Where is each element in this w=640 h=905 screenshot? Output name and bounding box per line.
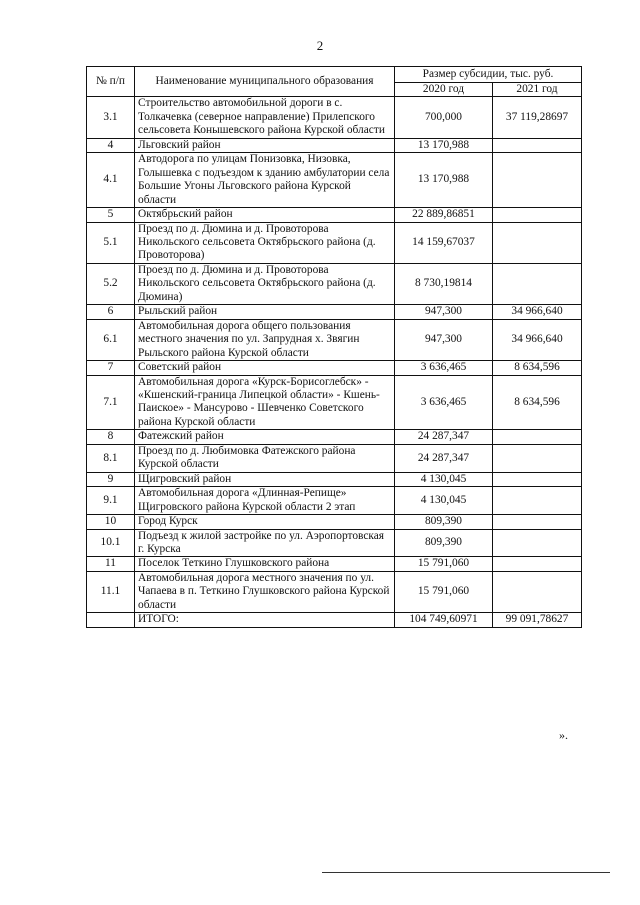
table-row — [87, 222, 582, 263]
row-name: Поселок Теткино Глушковского района — [135, 557, 395, 571]
footer-line — [322, 872, 610, 873]
row-value-2020: 13 170,988 — [395, 153, 493, 208]
row-value-2021 — [493, 487, 582, 515]
row-value-2020: 15 791,060 — [395, 557, 493, 571]
header-subsidy: Размер субсидии, тыс. руб. — [395, 67, 582, 83]
table-row — [87, 375, 582, 430]
row-number: 5.1 — [87, 222, 135, 263]
total-value-2020: 104 749,60971 — [395, 613, 493, 627]
row-value-2021 — [493, 557, 582, 571]
row-value-2020: 700,000 — [395, 97, 493, 138]
row-value-2021 — [493, 263, 582, 304]
row-value-2021 — [493, 208, 582, 222]
row-value-2020: 3 636,465 — [395, 361, 493, 375]
table-row — [87, 319, 582, 360]
header-name: Наименование муниципального образования — [135, 67, 395, 97]
table-row — [87, 571, 582, 612]
subsidy-table — [86, 66, 582, 628]
row-number: 6.1 — [87, 319, 135, 360]
table-row — [87, 430, 582, 444]
row-number: 4.1 — [87, 153, 135, 208]
row-name: Льговский район — [135, 138, 395, 152]
table-header — [87, 67, 582, 97]
table-row — [87, 515, 582, 529]
table-row — [87, 138, 582, 152]
row-number: 10.1 — [87, 529, 135, 557]
row-name: Автомобильная дорога общего пользования местного значения по ул. Запрудная х. Звягин Рыльского района Курской области — [135, 319, 395, 360]
row-value-2021: 34 966,640 — [493, 305, 582, 319]
row-name: Автомобильная дорога местного значения по ул. Чапаева в п. Теткино Глушковского района Курской области — [135, 571, 395, 612]
table-row — [87, 153, 582, 208]
total-num-cell — [87, 613, 135, 627]
total-label: ИТОГО: — [135, 613, 395, 627]
table-row — [87, 208, 582, 222]
total-value-2021: 99 091,78627 — [493, 613, 582, 627]
row-number: 11.1 — [87, 571, 135, 612]
row-value-2021 — [493, 444, 582, 472]
table-row — [87, 444, 582, 472]
table-row — [87, 472, 582, 486]
row-value-2021 — [493, 515, 582, 529]
row-value-2021: 37 119,28697 — [493, 97, 582, 138]
row-value-2021 — [493, 430, 582, 444]
end-mark: ». — [559, 728, 568, 742]
row-value-2020: 13 170,988 — [395, 138, 493, 152]
row-value-2020: 3 636,465 — [395, 375, 493, 430]
row-name: Октябрьский район — [135, 208, 395, 222]
table-row — [87, 529, 582, 557]
row-value-2021 — [493, 571, 582, 612]
row-name: Проезд по д. Любимовка Фатежского района Курской области — [135, 444, 395, 472]
row-name: Проезд по д. Дюмина и д. Провоторова Никольского сельсовета Октябрьского района (д. Провоторова) — [135, 222, 395, 263]
row-number: 4 — [87, 138, 135, 152]
row-name: Фатежский район — [135, 430, 395, 444]
row-value-2021 — [493, 222, 582, 263]
row-name: Советский район — [135, 361, 395, 375]
row-value-2020: 15 791,060 — [395, 571, 493, 612]
row-number: 8 — [87, 430, 135, 444]
table-row — [87, 487, 582, 515]
row-value-2021 — [493, 472, 582, 486]
row-number: 5.2 — [87, 263, 135, 304]
row-number: 3.1 — [87, 97, 135, 138]
table-row — [87, 361, 582, 375]
row-value-2020: 8 730,19814 — [395, 263, 493, 304]
table-row — [87, 557, 582, 571]
table-row — [87, 97, 582, 138]
row-number: 7 — [87, 361, 135, 375]
row-value-2020: 809,390 — [395, 515, 493, 529]
row-name: Город Курск — [135, 515, 395, 529]
row-number: 7.1 — [87, 375, 135, 430]
row-name: Проезд по д. Дюмина и д. Провоторова Никольского сельсовета Октябрьского района (д. Дюмина) — [135, 263, 395, 304]
row-value-2021: 8 634,596 — [493, 375, 582, 430]
row-value-2020: 24 287,347 — [395, 444, 493, 472]
row-value-2021 — [493, 138, 582, 152]
total-row — [87, 613, 582, 627]
row-value-2020: 4 130,045 — [395, 487, 493, 515]
row-name: Автомобильная дорога «Длинная-Репище» Щигровского района Курской области 2 этап — [135, 487, 395, 515]
header-2020: 2020 год — [395, 83, 493, 97]
row-value-2020: 22 889,86851 — [395, 208, 493, 222]
table-body — [87, 97, 582, 627]
row-number: 5 — [87, 208, 135, 222]
row-name: Строительство автомобильной дороги в с. Толкачевка (северное направление) Прилепского сельсовета Конышевского района Курской области — [135, 97, 395, 138]
row-name: Автомобильная дорога «Курск-Борисоглебск» - «Кшенский-граница Липецкой области» - Кшень-Паиское» - Мансурово - Шевченко Советского района Курской области — [135, 375, 395, 430]
row-value-2021: 8 634,596 — [493, 361, 582, 375]
row-name: Подъезд к жилой застройке по ул. Аэропортовская г. Курска — [135, 529, 395, 557]
row-name: Рыльский район — [135, 305, 395, 319]
row-number: 9.1 — [87, 487, 135, 515]
row-number: 6 — [87, 305, 135, 319]
row-name: Автодорога по улицам Понизовка, Низовка, Голышевка с подъездом к зданию амбулатории села Большие Угоны Льговского района Курской области — [135, 153, 395, 208]
header-num: № п/п — [87, 67, 135, 97]
row-name: Щигровский район — [135, 472, 395, 486]
row-value-2021 — [493, 153, 582, 208]
row-number: 10 — [87, 515, 135, 529]
row-value-2020: 4 130,045 — [395, 472, 493, 486]
row-value-2021 — [493, 529, 582, 557]
page-number: 2 — [316, 38, 324, 53]
row-number: 9 — [87, 472, 135, 486]
header-2021: 2021 год — [493, 83, 582, 97]
row-value-2020: 947,300 — [395, 305, 493, 319]
row-number: 8.1 — [87, 444, 135, 472]
row-value-2020: 14 159,67037 — [395, 222, 493, 263]
row-value-2021: 34 966,640 — [493, 319, 582, 360]
row-value-2020: 809,390 — [395, 529, 493, 557]
table-row — [87, 305, 582, 319]
row-value-2020: 947,300 — [395, 319, 493, 360]
row-value-2020: 24 287,347 — [395, 430, 493, 444]
row-number: 11 — [87, 557, 135, 571]
table-row — [87, 263, 582, 304]
